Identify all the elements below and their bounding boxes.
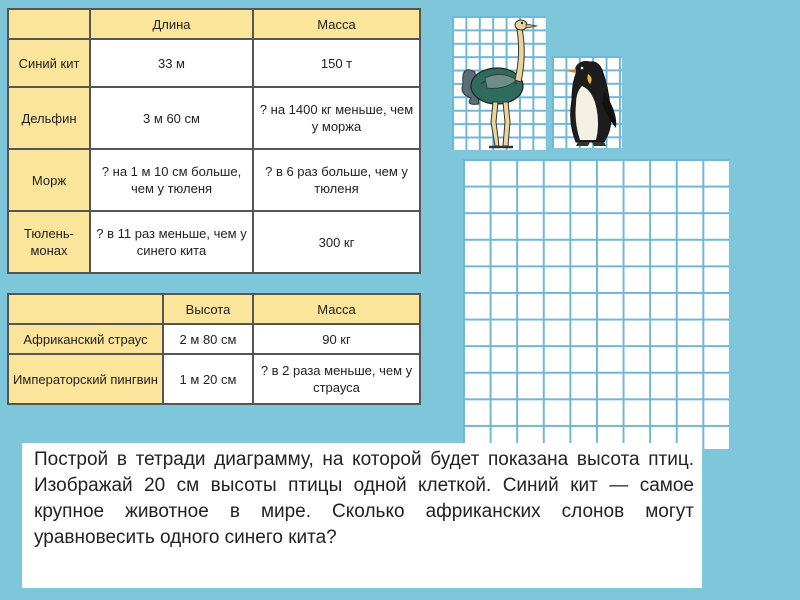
penguin-mass: ? в 2 раза меньше, чем у страуса	[253, 354, 420, 404]
row-label-monk-seal: Тюлень-монах	[8, 211, 90, 273]
row-label-penguin: Императорский пингвин	[8, 354, 163, 404]
blue-whale-mass: 150 т	[253, 39, 420, 87]
ostrich-image	[455, 14, 545, 154]
animals-table	[7, 8, 421, 274]
walrus-mass: ? в 6 раз больше, чем у тюленя	[253, 149, 420, 211]
header-height: Высота	[163, 294, 253, 324]
corner-cell	[8, 9, 90, 39]
blue-whale-length: 33 м	[90, 39, 253, 87]
corner-cell	[8, 294, 163, 324]
row-label-ostrich: Африканский страус	[8, 324, 163, 354]
row-label-walrus: Морж	[8, 149, 90, 211]
task-text: Построй в тетради диаграмму, на которой будет показана высота птиц. Изображай 20 см высоты птицы одной клеткой. Синий кит — самое крупное животное в мире. Сколько африканских слонов могут уравновесить одного синего кита?	[34, 449, 694, 548]
ostrich-mass: 90 кг	[253, 324, 420, 354]
penguin-image	[560, 56, 626, 148]
header-length: Длина	[90, 9, 253, 39]
birds-table	[7, 293, 421, 405]
row-label-dolphin: Дельфин	[8, 87, 90, 149]
monk-seal-mass: 300 кг	[253, 211, 420, 273]
task-box	[22, 443, 702, 588]
dolphin-mass: ? на 1400 кг меньше, чем у моржа	[253, 87, 420, 149]
header-mass: Масса	[253, 9, 420, 39]
monk-seal-length: ? в 11 раз меньше, чем у синего кита	[90, 211, 253, 273]
dolphin-length: 3 м 60 см	[90, 87, 253, 149]
header-mass: Масса	[253, 294, 420, 324]
penguin-height: 1 м 20 см	[163, 354, 253, 404]
ostrich-height: 2 м 80 см	[163, 324, 253, 354]
diagram-grid	[463, 159, 729, 449]
walrus-length: ? на 1 м 10 см больше, чем у тюленя	[90, 149, 253, 211]
row-label-blue-whale: Синий кит	[8, 39, 90, 87]
